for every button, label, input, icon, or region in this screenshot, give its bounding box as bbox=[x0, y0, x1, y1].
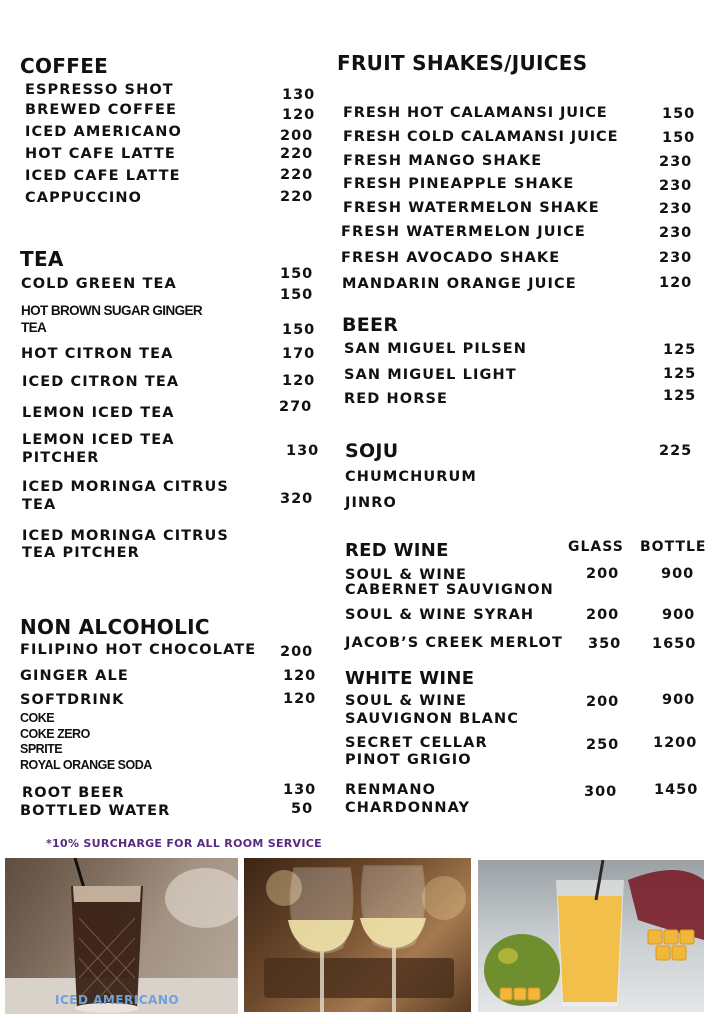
menu-item-price: 125 bbox=[663, 366, 697, 382]
menu-item-name: FRESH WATERMELON JUICE bbox=[341, 224, 586, 240]
menu-item-price: 50 bbox=[291, 801, 314, 817]
menu-item-name: FRESH HOT CALAMANSI JUICE bbox=[343, 105, 608, 121]
menu-item-name: ICED MORINGA CITRUS bbox=[22, 528, 229, 544]
red-wine-title: RED WINE bbox=[345, 540, 449, 561]
glass-column-header: GLASS bbox=[568, 539, 624, 555]
bottle-price: 900 bbox=[661, 566, 695, 582]
menu-item-name: PITCHER bbox=[22, 450, 100, 466]
menu-item-name: SOFTDRINK bbox=[20, 692, 125, 708]
menu-item-name: HOT BROWN SUGAR GINGER bbox=[21, 303, 203, 318]
menu-item-name: GINGER ALE bbox=[20, 668, 129, 684]
menu-item-name: JINRO bbox=[345, 495, 397, 511]
glass-price: 300 bbox=[584, 784, 618, 800]
menu-item-name: JACOB’S CREEK MERLOT bbox=[345, 635, 563, 651]
menu-item-name: SAN MIGUEL PILSEN bbox=[344, 341, 527, 357]
menu-item-name: CHUMCHURUM bbox=[345, 469, 477, 485]
softdrink-option: SPRITE bbox=[20, 742, 63, 756]
menu-item-price: 230 bbox=[659, 154, 693, 170]
menu-item-price: 130 bbox=[283, 782, 317, 798]
menu-item-price: 150 bbox=[280, 266, 314, 282]
menu-item-name: HOT CAFE LATTE bbox=[25, 146, 176, 162]
menu-item-name: TEA PITCHER bbox=[22, 545, 140, 561]
soju-title: SOJU bbox=[345, 440, 399, 462]
menu-item-name: COLD GREEN TEA bbox=[21, 276, 177, 292]
menu-item-price: 150 bbox=[662, 106, 696, 122]
bottle-price: 1450 bbox=[654, 782, 699, 798]
menu-item-price: 120 bbox=[283, 668, 317, 684]
menu-item-name: RENMANO bbox=[345, 782, 437, 798]
menu-item-name: SOUL & WINE bbox=[345, 693, 468, 709]
softdrink-option: ROYAL ORANGE SODA bbox=[20, 758, 152, 772]
menu-item-name: FRESH WATERMELON SHAKE bbox=[343, 200, 600, 216]
menu-item-name: RED HORSE bbox=[344, 391, 449, 407]
menu-item-name: SAUVIGNON BLANC bbox=[345, 711, 519, 727]
menu-item-price: 320 bbox=[280, 491, 314, 507]
menu-item-price: 120 bbox=[282, 373, 316, 389]
menu-item-name: ICED AMERICANO bbox=[25, 124, 182, 140]
coffee-title: COFFEE bbox=[20, 54, 109, 78]
non-alcoholic-title: NON ALCOHOLIC bbox=[20, 615, 210, 639]
menu-item-name: BOTTLED WATER bbox=[20, 803, 171, 819]
iced-americano-photo bbox=[5, 858, 238, 1014]
softdrink-option: COKE bbox=[20, 711, 55, 725]
shakes-title: FRUIT SHAKES/JUICES bbox=[337, 51, 588, 75]
beer-title: BEER bbox=[342, 314, 399, 336]
softdrink-option: COKE ZERO bbox=[20, 727, 90, 741]
menu-item-price: 130 bbox=[286, 443, 320, 459]
glass-price: 350 bbox=[588, 636, 622, 652]
menu-item-name: FRESH AVOCADO SHAKE bbox=[341, 250, 561, 266]
wine-glasses-photo bbox=[244, 858, 471, 1012]
bottle-price: 900 bbox=[662, 607, 696, 623]
menu-item-name: FRESH MANGO SHAKE bbox=[343, 153, 543, 169]
menu-item-name: BREWED COFFEE bbox=[25, 102, 177, 118]
menu-item-name: PINOT GRIGIO bbox=[345, 752, 472, 768]
menu-item-name: SOUL & WINE SYRAH bbox=[345, 607, 535, 623]
menu-item-name: HOT CITRON TEA bbox=[21, 346, 174, 362]
menu-item-price: 120 bbox=[283, 691, 317, 707]
menu-item-name: CABERNET SAUVIGNON bbox=[345, 582, 554, 598]
menu-item-price: 130 bbox=[282, 87, 316, 103]
menu-item-name: FRESH COLD CALAMANSI JUICE bbox=[343, 129, 619, 145]
menu-item-price: 270 bbox=[279, 399, 313, 415]
menu-item-name: ICED CAFE LATTE bbox=[25, 168, 181, 184]
menu-item-price: 120 bbox=[659, 275, 693, 291]
menu-item-price: 225 bbox=[659, 443, 693, 459]
menu-item-price: 150 bbox=[280, 287, 314, 303]
glass-price: 200 bbox=[586, 566, 620, 582]
menu-item-name: ICED MORINGA CITRUS bbox=[22, 479, 229, 495]
menu-item-name: TEA bbox=[21, 320, 47, 335]
menu-item-price: 230 bbox=[659, 201, 693, 217]
menu-item-price: 220 bbox=[280, 167, 314, 183]
menu-item-price: 230 bbox=[659, 178, 693, 194]
glass-price: 250 bbox=[586, 737, 620, 753]
menu-item-name: ROOT BEER bbox=[22, 785, 125, 801]
photo-caption: ICED AMERICANO bbox=[55, 993, 180, 1007]
bottle-price: 1200 bbox=[653, 735, 698, 751]
menu-item-name: TEA bbox=[22, 497, 57, 513]
menu-item-name: ESPRESSO SHOT bbox=[25, 82, 174, 98]
menu-item-name: LEMON ICED TEA bbox=[22, 432, 175, 448]
menu-item-price: 220 bbox=[280, 189, 314, 205]
bottle-price: 900 bbox=[662, 692, 696, 708]
menu-item-price: 125 bbox=[663, 388, 697, 404]
mango-shake-photo bbox=[478, 860, 704, 1012]
menu-item-price: 200 bbox=[280, 644, 314, 660]
menu-item-name: CHARDONNAY bbox=[345, 800, 471, 816]
glass-price: 200 bbox=[586, 607, 620, 623]
menu-item-name: SECRET CELLAR bbox=[345, 735, 488, 751]
menu-item-price: 120 bbox=[282, 107, 316, 123]
menu-item-price: 150 bbox=[282, 322, 316, 338]
menu-item-name: CAPPUCCINO bbox=[25, 190, 143, 206]
tea-title: TEA bbox=[20, 247, 64, 271]
menu-item-price: 150 bbox=[662, 130, 696, 146]
menu-item-price: 125 bbox=[663, 342, 697, 358]
menu-item-name: FILIPINO HOT CHOCOLATE bbox=[20, 642, 257, 658]
menu-item-name: FRESH PINEAPPLE SHAKE bbox=[343, 176, 575, 192]
menu-item-name: ICED CITRON TEA bbox=[22, 374, 180, 390]
menu-item-name: SOUL & WINE bbox=[345, 567, 468, 583]
menu-item-price: 220 bbox=[280, 146, 314, 162]
bottle-price: 1650 bbox=[652, 636, 697, 652]
menu-item-name: SAN MIGUEL LIGHT bbox=[344, 367, 517, 383]
menu-item-name: MANDARIN ORANGE JUICE bbox=[342, 276, 577, 292]
menu-item-price: 230 bbox=[659, 250, 693, 266]
glass-price: 200 bbox=[586, 694, 620, 710]
menu-item-name: LEMON ICED TEA bbox=[22, 405, 175, 421]
menu-item-price: 170 bbox=[282, 346, 316, 362]
white-wine-title: WHITE WINE bbox=[345, 668, 475, 689]
surcharge-note: *10% SURCHARGE FOR ALL ROOM SERVICE bbox=[46, 837, 322, 850]
menu-item-price: 230 bbox=[659, 225, 693, 241]
bottle-column-header: BOTTLE bbox=[640, 539, 707, 555]
menu-item-price: 200 bbox=[280, 128, 314, 144]
